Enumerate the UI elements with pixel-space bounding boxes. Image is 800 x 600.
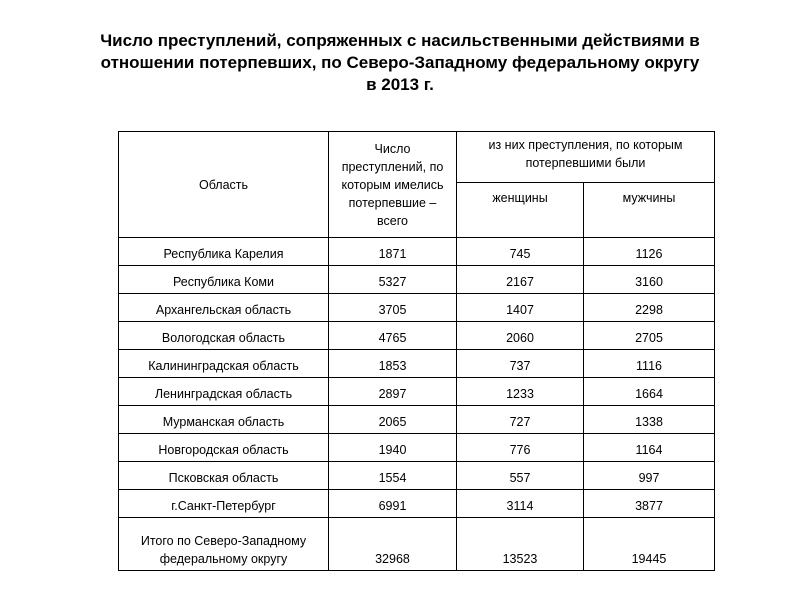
table-row bbox=[119, 378, 715, 406]
table-row bbox=[119, 434, 715, 462]
cell-region: Архангельская область bbox=[119, 294, 329, 322]
cell-men: 3877 bbox=[584, 490, 715, 518]
table-row bbox=[119, 350, 715, 378]
cell-women: 2167 bbox=[457, 266, 584, 294]
total-women: 13523 bbox=[457, 518, 584, 571]
table-row bbox=[119, 294, 715, 322]
table-row bbox=[119, 462, 715, 490]
total-region: Итого по Северо-Западному федеральному округу bbox=[119, 518, 329, 571]
header-men: мужчины bbox=[584, 183, 715, 238]
title-line-3: в 2013 г. bbox=[366, 75, 434, 94]
table-row bbox=[119, 322, 715, 350]
cell-region: Псковская область bbox=[119, 462, 329, 490]
cell-women: 3114 bbox=[457, 490, 584, 518]
cell-men: 997 bbox=[584, 462, 715, 490]
cell-region: Мурманская область bbox=[119, 406, 329, 434]
page-title bbox=[40, 30, 760, 96]
table-row bbox=[119, 406, 715, 434]
cell-men: 1126 bbox=[584, 238, 715, 266]
table-row bbox=[119, 266, 715, 294]
cell-women: 776 bbox=[457, 434, 584, 462]
cell-women: 1407 bbox=[457, 294, 584, 322]
cell-region: Вологодская область bbox=[119, 322, 329, 350]
cell-total: 2897 bbox=[329, 378, 457, 406]
title-line-2: отношении потерпевших, по Северо-Западному федеральному округу bbox=[100, 53, 700, 72]
cell-men: 1338 bbox=[584, 406, 715, 434]
table-total-row bbox=[119, 518, 715, 571]
cell-women: 727 bbox=[457, 406, 584, 434]
cell-total: 6991 bbox=[329, 490, 457, 518]
total-all: 32968 bbox=[329, 518, 457, 571]
header-women: женщины bbox=[457, 183, 584, 238]
header-total: Число преступлений, по которым имелись потерпевшие – всего bbox=[329, 132, 457, 238]
cell-region: Новгородская область bbox=[119, 434, 329, 462]
cell-men: 3160 bbox=[584, 266, 715, 294]
cell-total: 1940 bbox=[329, 434, 457, 462]
cell-region: Республика Карелия bbox=[119, 238, 329, 266]
header-victims-group: из них преступления, по которым потерпевшими были bbox=[457, 132, 715, 183]
cell-total: 1554 bbox=[329, 462, 457, 490]
cell-total: 1853 bbox=[329, 350, 457, 378]
cell-women: 2060 bbox=[457, 322, 584, 350]
cell-region: Республика Коми bbox=[119, 266, 329, 294]
total-men: 19445 bbox=[584, 518, 715, 571]
crime-statistics-table bbox=[118, 131, 715, 571]
cell-men: 2705 bbox=[584, 322, 715, 350]
cell-total: 3705 bbox=[329, 294, 457, 322]
cell-total: 5327 bbox=[329, 266, 457, 294]
cell-women: 737 bbox=[457, 350, 584, 378]
cell-men: 1664 bbox=[584, 378, 715, 406]
cell-total: 4765 bbox=[329, 322, 457, 350]
cell-total: 2065 bbox=[329, 406, 457, 434]
cell-women: 745 bbox=[457, 238, 584, 266]
cell-men: 1164 bbox=[584, 434, 715, 462]
cell-region: Калининградская область bbox=[119, 350, 329, 378]
cell-region: г.Санкт-Петербург bbox=[119, 490, 329, 518]
cell-women: 557 bbox=[457, 462, 584, 490]
table-row bbox=[119, 490, 715, 518]
title-line-1: Число преступлений, сопряженных с насильственными действиями в bbox=[100, 31, 700, 50]
cell-region: Ленинградская область bbox=[119, 378, 329, 406]
table-row bbox=[119, 238, 715, 266]
header-region: Область bbox=[119, 132, 329, 238]
cell-women: 1233 bbox=[457, 378, 584, 406]
cell-men: 1116 bbox=[584, 350, 715, 378]
cell-total: 1871 bbox=[329, 238, 457, 266]
cell-men: 2298 bbox=[584, 294, 715, 322]
